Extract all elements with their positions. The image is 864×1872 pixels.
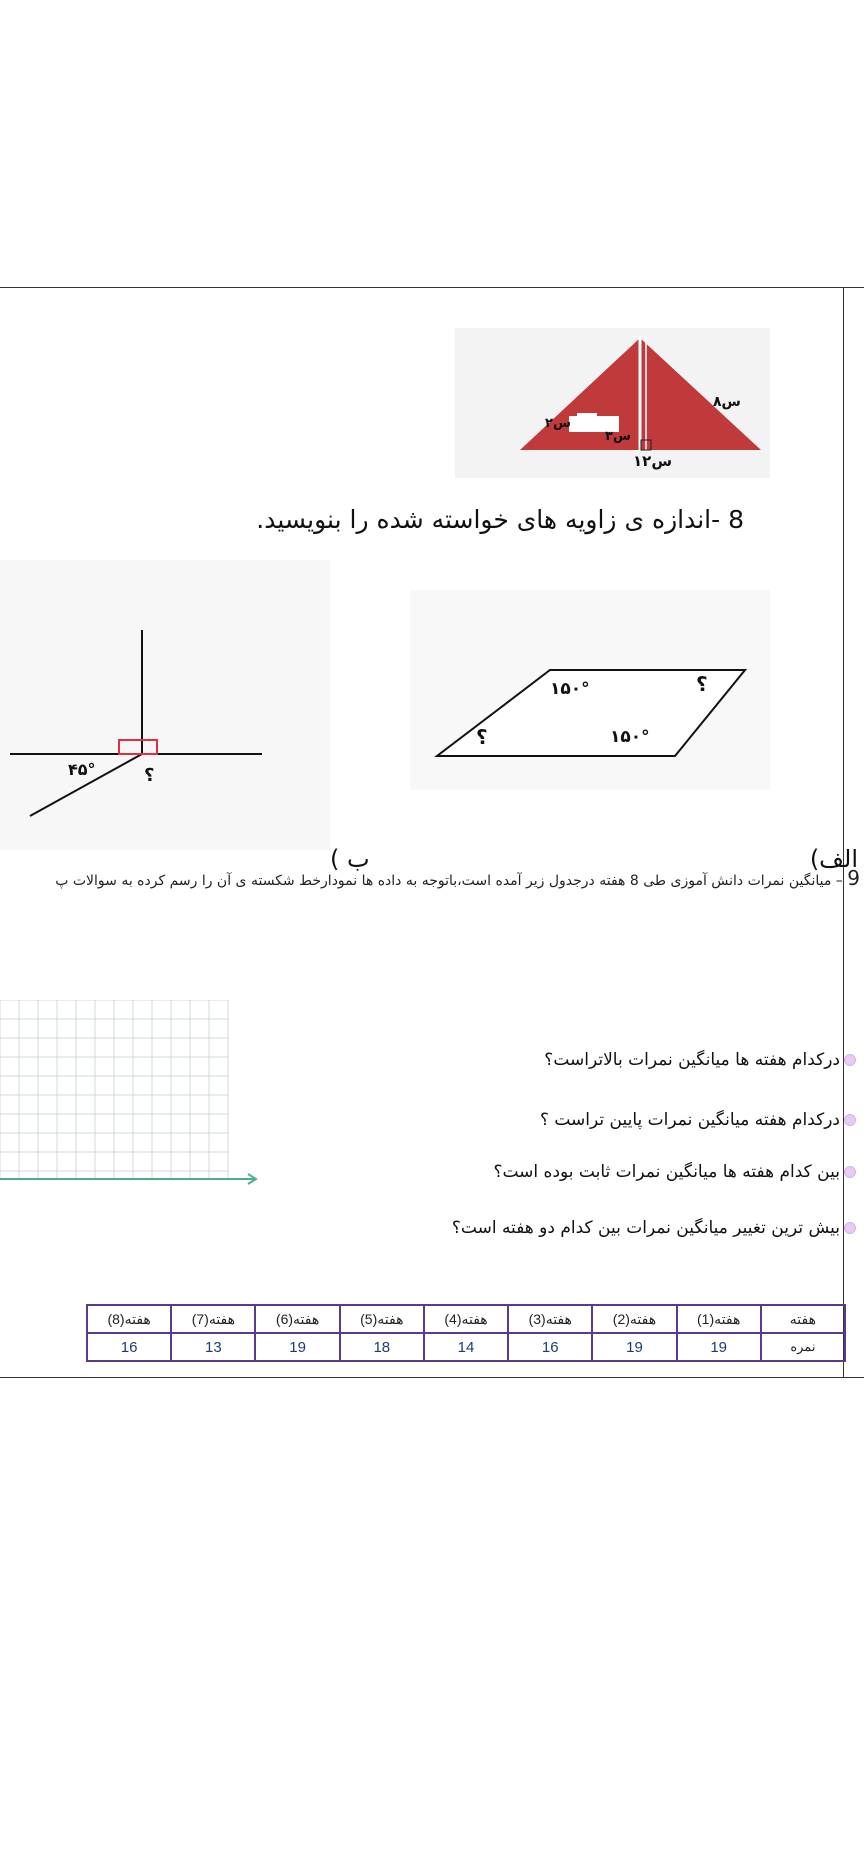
table-cell-week: هفته(6) <box>255 1305 339 1333</box>
triangle-label-middle: ۳س <box>605 429 631 444</box>
table-cell-grade: 19 <box>255 1333 339 1361</box>
parallelogram-unknown-top-right: ؟ <box>696 672 708 696</box>
page-top-border <box>0 287 864 288</box>
table-cell-week: هفته(8) <box>87 1305 171 1333</box>
table-row-label-week: هفته <box>761 1305 845 1333</box>
page-right-border <box>843 287 844 1378</box>
table-cell-week: هفته(3) <box>508 1305 592 1333</box>
grades-table <box>86 1304 846 1362</box>
triangle-label-left: ۲س <box>545 416 571 431</box>
angle-45-label: ۴۵° <box>68 760 96 779</box>
bullet-icon <box>844 1054 856 1066</box>
table-cell-grade: 16 <box>508 1333 592 1361</box>
table-cell-week: هفته(2) <box>592 1305 676 1333</box>
table-cell-grade: 19 <box>677 1333 761 1361</box>
table-cell-week: هفته(4) <box>424 1305 508 1333</box>
question-9-text <box>55 866 860 890</box>
page-bottom-border <box>0 1377 864 1378</box>
unknown-angle-b: ؟ <box>144 765 155 786</box>
table-row-grades <box>87 1333 845 1361</box>
parallelogram-angle-top: ۱۵۰° <box>550 679 590 699</box>
triangle-figure <box>455 328 770 478</box>
parallelogram-unknown-bottom-left: ؟ <box>476 725 488 749</box>
question-8-text: 8 -اندازه ی زاویه های خواسته شده را بنویسید. <box>256 505 744 534</box>
table-cell-week: هفته(7) <box>171 1305 255 1333</box>
table-cell-grade: 19 <box>592 1333 676 1361</box>
drawing-grid <box>0 1000 265 1190</box>
table-cell-week: هفته(1) <box>677 1305 761 1333</box>
angle-lines-figure <box>0 560 330 850</box>
parallelogram-angle-bottom: ۱۵۰° <box>610 727 650 747</box>
triangle-label-top-right: ۸س <box>713 394 741 410</box>
sub-question-4: بیش ترین تغییر میانگین نمرات بین کدام دو هفته است؟ <box>452 1218 856 1238</box>
bullet-icon <box>844 1166 856 1178</box>
part-a-label: الف) <box>809 845 858 873</box>
table-cell-grade: 13 <box>171 1333 255 1361</box>
question-9-body: – میانگین نمرات دانش آموزی طی 8 هفته درجدول زیر آمده است،باتوجه به داده ها نمودارخط شکسته ی آن را رسم کرده به سوالات پ <box>55 873 843 889</box>
parallelogram-figure <box>410 590 770 790</box>
bullet-icon <box>844 1114 856 1126</box>
bullet-icon <box>844 1222 856 1234</box>
sub-question-2: درکدام هفته میانگین نمرات پایین تراست ؟ <box>540 1110 856 1130</box>
part-b-label: ب ) <box>330 845 370 873</box>
sub-question-3: بین کدام هفته ها میانگین نمرات ثابت بوده است؟ <box>493 1162 856 1182</box>
triangle-label-bottom: ۱۲س <box>633 452 673 470</box>
table-row-weeks <box>87 1305 845 1333</box>
table-cell-week: هفته(5) <box>340 1305 424 1333</box>
sub-question-1: درکدام هفته ها میانگین نمرات بالاتراست؟ <box>544 1050 856 1070</box>
table-cell-grade: 16 <box>87 1333 171 1361</box>
question-9-number: 9 <box>847 866 860 890</box>
table-cell-grade: 18 <box>340 1333 424 1361</box>
table-cell-grade: 14 <box>424 1333 508 1361</box>
table-row-label-grade: نمره <box>761 1333 845 1361</box>
